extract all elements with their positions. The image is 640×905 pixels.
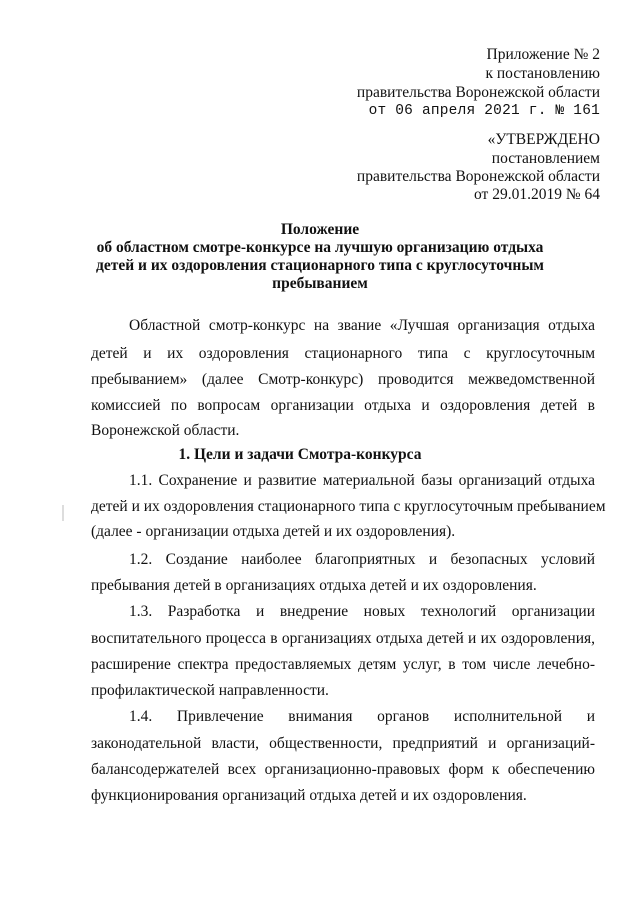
clause-1-1-line: (далее - организации отдыха детей и их оздоровления).: [91, 523, 456, 540]
clause-1-3-line: профилактической направленности.: [91, 682, 329, 699]
clause-1-3-line: воспитательного процесса в организациях отдыха детей и их оздоровления,: [91, 630, 595, 647]
appendix-number: Приложение № 2: [486, 46, 600, 63]
approved-government-label: правительства Воронежской области: [356, 168, 600, 185]
intro-paragraph-line: Воронежской области.: [91, 422, 240, 439]
intro-paragraph-line: Областной смотр-конкурс на звание «Лучшая организация отдыха: [129, 317, 595, 334]
clause-1-3-line: 1.3. Разработка и внедрение новых технологий организации: [129, 603, 595, 620]
scan-artifact: [62, 505, 64, 521]
intro-paragraph-line: детей и их оздоровления стационарного типа с круглосуточным: [91, 345, 595, 362]
approved-date-number: от 29.01.2019 № 64: [474, 186, 600, 203]
document-subtitle-line-2: детей и их оздоровления стационарного типа с круглосуточным: [96, 257, 544, 274]
document-subtitle-line-1: об областном смотре-конкурсе на лучшую организацию отдыха: [96, 239, 544, 256]
document-title: Положение: [280, 221, 360, 238]
clause-1-1-line: детей и их оздоровления стационарного типа с круглосуточным пребыванием: [91, 498, 606, 515]
document-subtitle-line-3: пребыванием: [272, 275, 368, 292]
clause-1-2-line: 1.2. Создание наиболее благоприятных и безопасных условий: [129, 551, 595, 568]
clause-1-4-line: законодательной власти, общественности, предприятий и организаций-: [91, 735, 595, 752]
intro-paragraph-line: комиссией по вопросам организации отдыха и оздоровления детей в: [91, 397, 595, 414]
clause-1-1-line: 1.1. Сохранение и развитие материальной базы организаций отдыха: [129, 472, 595, 489]
section-1-heading: 1. Цели и задачи Смотра-конкурса: [178, 446, 422, 463]
clause-1-4-line: функционирования организаций отдыха детей и их оздоровления.: [91, 787, 527, 804]
to-decree-label: к постановлению: [485, 65, 600, 82]
clause-1-4-line: 1.4. Привлечение внимания органов исполнительной и: [129, 708, 595, 725]
clause-1-4-line: балансодержателей всех организационно-правовых форм к обеспечению: [91, 761, 595, 778]
approved-label: «УТВЕРЖДЕНО: [487, 131, 600, 148]
government-label: правительства Воронежской области: [356, 84, 600, 101]
clause-1-2-line: пребывания детей в организациях отдыха детей и их оздоровления.: [91, 577, 537, 594]
intro-paragraph-line: пребыванием» (далее Смотр-конкурс) проводится межведомственной: [91, 371, 595, 388]
clause-1-3-line: расширение спектра предоставляемых детям услуг, в том числе лечебно-: [91, 656, 595, 673]
decree-date-number: от 06 апреля 2021 г. № 161: [368, 103, 600, 119]
approved-decree-label: постановлением: [491, 150, 600, 167]
